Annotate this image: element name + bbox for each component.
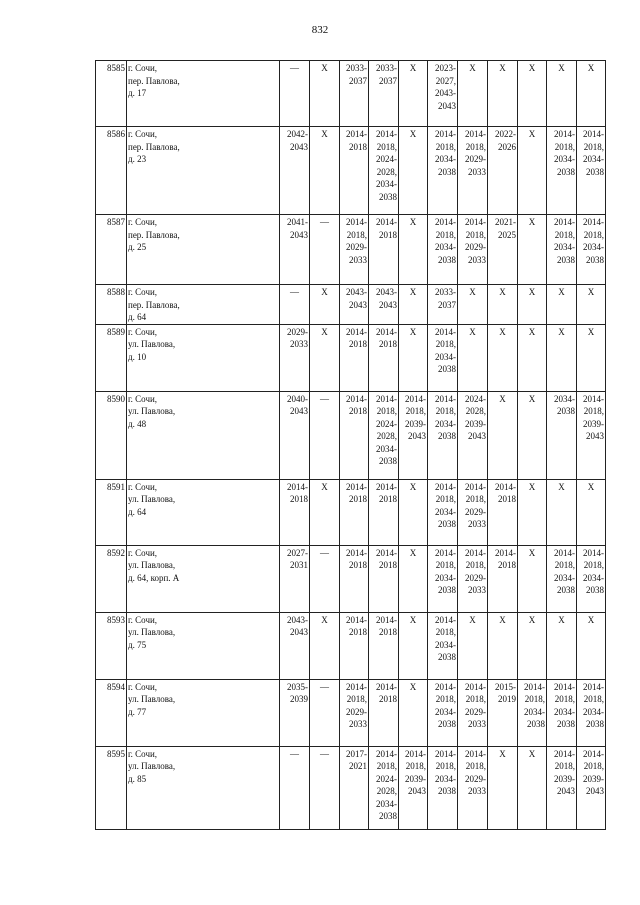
value-cell: X [518,612,547,679]
value-cell: X [547,612,577,679]
value-cell: X [488,746,518,829]
value-cell: X [547,285,577,325]
value-cell: 2014- 2018 [488,545,518,612]
address-cell: г. Сочи, ул. Павлова, д. 48 [127,391,280,479]
table-row [96,127,606,215]
value-cell: 2014- 2018, 2034- 2038 [428,746,458,829]
address-cell: г. Сочи, пер. Павлова, д. 23 [127,127,280,215]
value-cell: 2029- 2033 [280,324,310,391]
address-cell: г. Сочи, пер. Павлова, д. 64 [127,285,280,325]
value-cell: 2014- 2018, 2029- 2033 [340,679,369,746]
value-cell: — [280,746,310,829]
table-row [96,391,606,479]
value-cell: X [577,324,606,391]
value-cell: X [310,127,340,215]
value-cell: 2014- 2018, 2034- 2038 [577,127,606,215]
value-cell: X [518,479,547,545]
value-cell: 2014- 2018, 2024- 2028, 2034- 2038 [369,391,399,479]
value-cell: X [399,612,428,679]
table-row [96,746,606,829]
row-number-cell: 8591 [96,479,127,545]
value-cell: 2014- 2018 [340,127,369,215]
value-cell: 2043- 2043 [280,612,310,679]
value-cell: 2014- 2018, 2034- 2038 [428,127,458,215]
row-number-cell: 8590 [96,391,127,479]
value-cell: X [518,285,547,325]
value-cell: 2014- 2018, 2034- 2038 [547,127,577,215]
value-cell: X [577,285,606,325]
value-cell: 2035- 2039 [280,679,310,746]
value-cell: 2014- 2018 [340,545,369,612]
row-number-cell: 8585 [96,61,127,127]
table-row [96,215,606,285]
value-cell: 2014- 2018, 2034- 2038 [428,612,458,679]
value-cell: X [547,479,577,545]
value-cell: 2014- 2018, 2034- 2038 [577,545,606,612]
value-cell: 2014- 2018, 2039- 2043 [577,391,606,479]
value-cell: 2014- 2018, 2034- 2038 [547,215,577,285]
address-cell: г. Сочи, пер. Павлова, д. 17 [127,61,280,127]
value-cell: 2014- 2018, 2034- 2038 [428,479,458,545]
value-cell: 2014- 2018, 2039- 2043 [399,391,428,479]
table-row [96,285,606,325]
value-cell: — [280,61,310,127]
value-cell: 2014- 2018, 2034- 2038 [547,679,577,746]
value-cell: X [458,612,488,679]
value-cell: X [518,215,547,285]
value-cell: — [280,285,310,325]
value-cell: 2014- 2018, 2029- 2033 [340,215,369,285]
value-cell: X [547,61,577,127]
value-cell: 2014- 2018 [369,545,399,612]
value-cell: 2014- 2018, 2034- 2038 [547,545,577,612]
value-cell: 2033- 2037 [340,61,369,127]
value-cell: X [458,324,488,391]
table-row [96,61,606,127]
value-cell: 2014- 2018, 2029- 2033 [458,746,488,829]
value-cell: X [518,391,547,479]
value-cell: 2014- 2018, 2034- 2038 [577,215,606,285]
value-cell: 2034- 2038 [547,391,577,479]
value-cell: X [399,61,428,127]
data-table [95,60,606,830]
table-row [96,324,606,391]
value-cell: 2014- 2018 [340,612,369,679]
value-cell: 2014- 2018, 2029- 2033 [458,479,488,545]
value-cell: X [577,61,606,127]
value-cell: 2017- 2021 [340,746,369,829]
value-cell: 2014- 2018, 2029- 2033 [458,679,488,746]
value-cell: X [488,61,518,127]
value-cell: X [488,612,518,679]
value-cell: X [488,391,518,479]
value-cell: X [577,612,606,679]
value-cell: 2014- 2018, 2029- 2033 [458,127,488,215]
value-cell: 2022- 2026 [488,127,518,215]
value-cell: X [518,127,547,215]
value-cell: 2014- 2018, 2034- 2038 [428,324,458,391]
value-cell: X [310,612,340,679]
value-cell: 2014- 2018, 2039- 2043 [399,746,428,829]
value-cell: 2023- 2027, 2043- 2043 [428,61,458,127]
row-number-cell: 8588 [96,285,127,325]
value-cell: 2014- 2018 [369,679,399,746]
table-row [96,545,606,612]
value-cell: X [458,285,488,325]
address-cell: г. Сочи, ул. Павлова, д. 10 [127,324,280,391]
value-cell: 2033- 2037 [428,285,458,325]
value-cell: X [399,127,428,215]
table-row [96,612,606,679]
value-cell: 2015- 2019 [488,679,518,746]
address-cell: г. Сочи, пер. Павлова, д. 25 [127,215,280,285]
value-cell: X [310,285,340,325]
value-cell: 2042- 2043 [280,127,310,215]
address-cell: г. Сочи, ул. Павлова, д. 64, корп. А [127,545,280,612]
value-cell: 2014- 2018, 2034- 2038 [518,679,547,746]
value-cell: X [518,545,547,612]
value-cell: 2021- 2025 [488,215,518,285]
value-cell: 2014- 2018, 2024- 2028, 2034- 2038 [369,127,399,215]
value-cell: 2014- 2018, 2034- 2038 [428,215,458,285]
value-cell: — [310,679,340,746]
table-body [96,61,606,830]
row-number-cell: 8595 [96,746,127,829]
value-cell: 2014- 2018, 2024- 2028, 2034- 2038 [369,746,399,829]
value-cell: — [310,391,340,479]
value-cell: X [310,61,340,127]
value-cell: X [399,324,428,391]
row-number-cell: 8586 [96,127,127,215]
value-cell: X [310,324,340,391]
value-cell: 2014- 2018, 2039- 2043 [547,746,577,829]
value-cell: 2043- 2043 [369,285,399,325]
value-cell: X [310,479,340,545]
row-number-cell: 8587 [96,215,127,285]
value-cell: 2014- 2018, 2039- 2043 [577,746,606,829]
value-cell: 2014- 2018 [340,479,369,545]
page-number: 832 [311,24,329,36]
value-cell: 2014- 2018 [340,391,369,479]
value-cell: X [518,746,547,829]
value-cell: 2043- 2043 [340,285,369,325]
value-cell: X [458,61,488,127]
value-cell: X [488,285,518,325]
value-cell: X [399,545,428,612]
value-cell: 2040- 2043 [280,391,310,479]
row-number-cell: 8593 [96,612,127,679]
address-cell: г. Сочи, ул. Павлова, д. 77 [127,679,280,746]
value-cell: 2014- 2018 [369,612,399,679]
value-cell: X [399,285,428,325]
address-cell: г. Сочи, ул. Павлова, д. 75 [127,612,280,679]
value-cell: 2014- 2018, 2034- 2038 [428,545,458,612]
value-cell: 2014- 2018 [488,479,518,545]
value-cell: X [547,324,577,391]
value-cell: — [310,545,340,612]
value-cell: X [399,479,428,545]
address-cell: г. Сочи, ул. Павлова, д. 85 [127,746,280,829]
value-cell: 2014- 2018 [280,479,310,545]
value-cell: 2024- 2028, 2039- 2043 [458,391,488,479]
value-cell: X [488,324,518,391]
table-row [96,479,606,545]
value-cell: X [577,479,606,545]
value-cell: 2014- 2018 [369,479,399,545]
address-cell: г. Сочи, ул. Павлова, д. 64 [127,479,280,545]
value-cell: — [310,215,340,285]
value-cell: 2033- 2037 [369,61,399,127]
value-cell: 2014- 2018, 2034- 2038 [577,679,606,746]
row-number-cell: 8592 [96,545,127,612]
value-cell: 2014- 2018, 2029- 2033 [458,215,488,285]
row-number-cell: 8589 [96,324,127,391]
row-number-cell: 8594 [96,679,127,746]
value-cell: 2041- 2043 [280,215,310,285]
value-cell: 2014- 2018, 2029- 2033 [458,545,488,612]
value-cell: 2014- 2018 [369,324,399,391]
value-cell: — [310,746,340,829]
value-cell: 2027- 2031 [280,545,310,612]
value-cell: X [518,324,547,391]
value-cell: 2014- 2018, 2034- 2038 [428,391,458,479]
value-cell: X [399,215,428,285]
table-row [96,679,606,746]
value-cell: X [399,679,428,746]
value-cell: 2014- 2018 [369,215,399,285]
value-cell: 2014- 2018 [340,324,369,391]
value-cell: X [518,61,547,127]
value-cell: 2014- 2018, 2034- 2038 [428,679,458,746]
